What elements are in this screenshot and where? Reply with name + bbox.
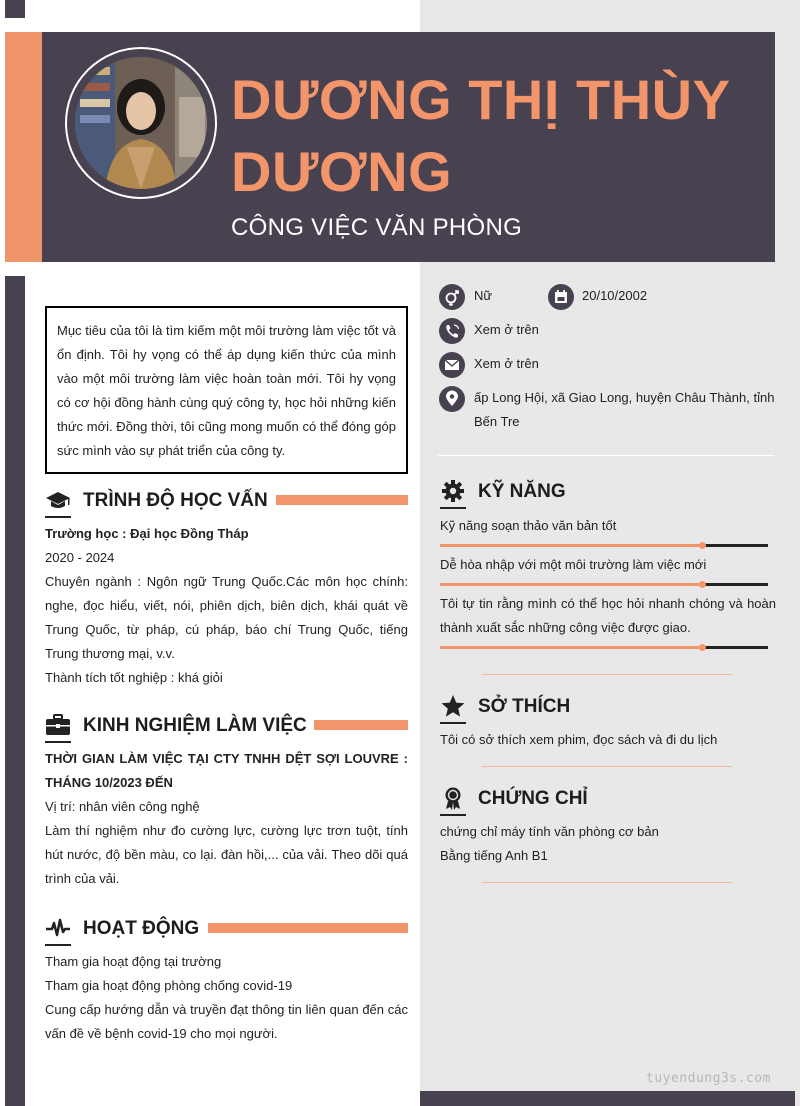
skill-level-handle (699, 581, 706, 588)
address-value: ấp Long Hội, xã Giao Long, huyện Châu Thành, tỉnh Bến Tre (474, 390, 775, 429)
skills-title: KỸ NĂNG (478, 481, 566, 502)
gear-icon (440, 479, 466, 503)
activity-item: Cung cấp hướng dẫn và truyền đạt thông tin liên quan đến các vấn đề về bệnh covid-19 cho mọi người. (45, 1002, 408, 1041)
activities-section (45, 914, 408, 1046)
activities-title: HOẠT ĐỘNG (83, 918, 200, 939)
certificates-section (440, 784, 776, 868)
award-ribbon-icon (440, 786, 466, 810)
experience-section (45, 711, 408, 891)
skill-level-handle (699, 644, 706, 651)
header-accent-stripe (5, 32, 42, 262)
section-accent-bar (276, 495, 408, 505)
skill-level-fill (440, 646, 702, 649)
section-underline (440, 722, 466, 724)
section-underline (440, 507, 466, 509)
section-divider (482, 766, 732, 767)
skill-item: Tôi tự tin rằng mình có thể học hỏi nhanh chóng và hoàn thành xuất sắc những công việc được giao. (440, 596, 776, 635)
section-underline (45, 741, 71, 743)
gender-icon (439, 284, 465, 310)
section-divider (482, 882, 732, 883)
experience-description: Làm thí nghiệm như đo cường lực, cường lực trơn tuột, tính hút nước, độ bền màu, co lại. đàn hồi,... của vải. Theo dõi quá trình của vải. (45, 823, 408, 886)
avatar-ring (65, 47, 217, 199)
watermark: tuyendung3s.com (646, 1071, 771, 1086)
location-icon (439, 386, 465, 412)
bottom-decor-bar (420, 1091, 795, 1106)
section-underline (45, 516, 71, 518)
hobbies-section (440, 692, 776, 752)
contact-info (438, 284, 778, 434)
birthday-value: 20/10/2002 (582, 288, 648, 303)
education-school: Trường học : Đại học Đồng Tháp (45, 526, 249, 541)
phone-icon (439, 318, 465, 344)
email-icon (439, 352, 465, 378)
hobbies-title: SỞ THÍCH (478, 696, 571, 717)
experience-title: KINH NGHIỆM LÀM VIỆC (83, 715, 307, 736)
heartbeat-icon (45, 916, 71, 940)
section-underline (440, 814, 466, 816)
email-value: Xem ở trên (474, 356, 539, 371)
experience-position: Vị trí: nhân viên công nghệ (45, 799, 200, 814)
skill-level-fill (440, 544, 702, 547)
education-section (45, 486, 408, 690)
career-objective: Mục tiêu của tôi là tìm kiếm một môi trường làm việc tốt và ổn định. Tôi hy vọng có thể áp dụng kiến thức của mình vào một môi trường làm việc hoàn toàn mới. Tôi hy vọng có cơ hội đồng hành cùng quý công ty, học hỏi những kiến thức mới. Đồng thời, tôi cũng mong muốn có thể đóng góp sức mình vào sự phát triển của công ty. (45, 306, 408, 474)
experience-heading: THỜI GIAN LÀM VIỆC TẠI CTY TNHH DỆT SỢI LOUVRE : THÁNG 10/2023 ĐẾN (45, 751, 408, 790)
candidate-name: DƯƠNG THỊ THÙY DƯƠNG (231, 68, 730, 203)
section-accent-bar (208, 923, 408, 933)
job-title: CÔNG VIỆC VĂN PHÒNG (231, 214, 523, 241)
section-underline (45, 944, 71, 946)
contact-divider (438, 455, 774, 456)
skill-level-bar (440, 583, 768, 586)
skill-level-bar (440, 646, 768, 649)
briefcase-icon (45, 713, 71, 737)
avatar (75, 57, 207, 189)
certificate-item: chứng chỉ máy tính văn phòng cơ bản (440, 824, 659, 839)
skill-item: Dễ hòa nhập với một môi trường làm việc mới (440, 557, 707, 572)
skill-level-bar (440, 544, 768, 547)
hobbies-text: Tôi có sở thích xem phim, đọc sách và đi du lịch (440, 732, 718, 747)
calendar-icon (548, 284, 574, 310)
graduation-cap-icon (45, 488, 71, 512)
education-years: 2020 - 2024 (45, 550, 115, 565)
activity-item: Tham gia hoạt động phòng chống covid-19 (45, 978, 293, 993)
education-major: Chuyên ngành : Ngôn ngữ Trung Quốc.Các môn học chính: nghe, đọc hiểu, viết, nói, phiên dịch, biên dịch, khái quát về Trung Quốc, từ pháp, cú pháp, báo chí Trung Quốc, tiếng Trung thương mại, v.v. (45, 574, 408, 661)
skills-section (440, 477, 776, 655)
star-icon (440, 694, 466, 718)
certificate-item: Bằng tiếng Anh B1 (440, 848, 548, 863)
education-title: TRÌNH ĐỘ HỌC VẤN (83, 490, 268, 511)
activity-item: Tham gia hoạt động tại trường (45, 954, 222, 969)
education-achievement: Thành tích tốt nghiệp : khá giỏi (45, 670, 223, 685)
left-decor-bar (5, 276, 25, 1106)
skill-level-fill (440, 583, 702, 586)
top-left-decor (5, 0, 25, 18)
phone-value: Xem ở trên (474, 322, 539, 337)
skill-level-handle (699, 542, 706, 549)
section-divider (482, 674, 732, 675)
skill-item: Kỹ năng soạn thảo văn bản tốt (440, 518, 617, 533)
certificates-title: CHỨNG CHỈ (478, 788, 588, 809)
gender-value: Nữ (474, 288, 493, 303)
header-banner (5, 32, 775, 262)
section-accent-bar (314, 720, 408, 730)
